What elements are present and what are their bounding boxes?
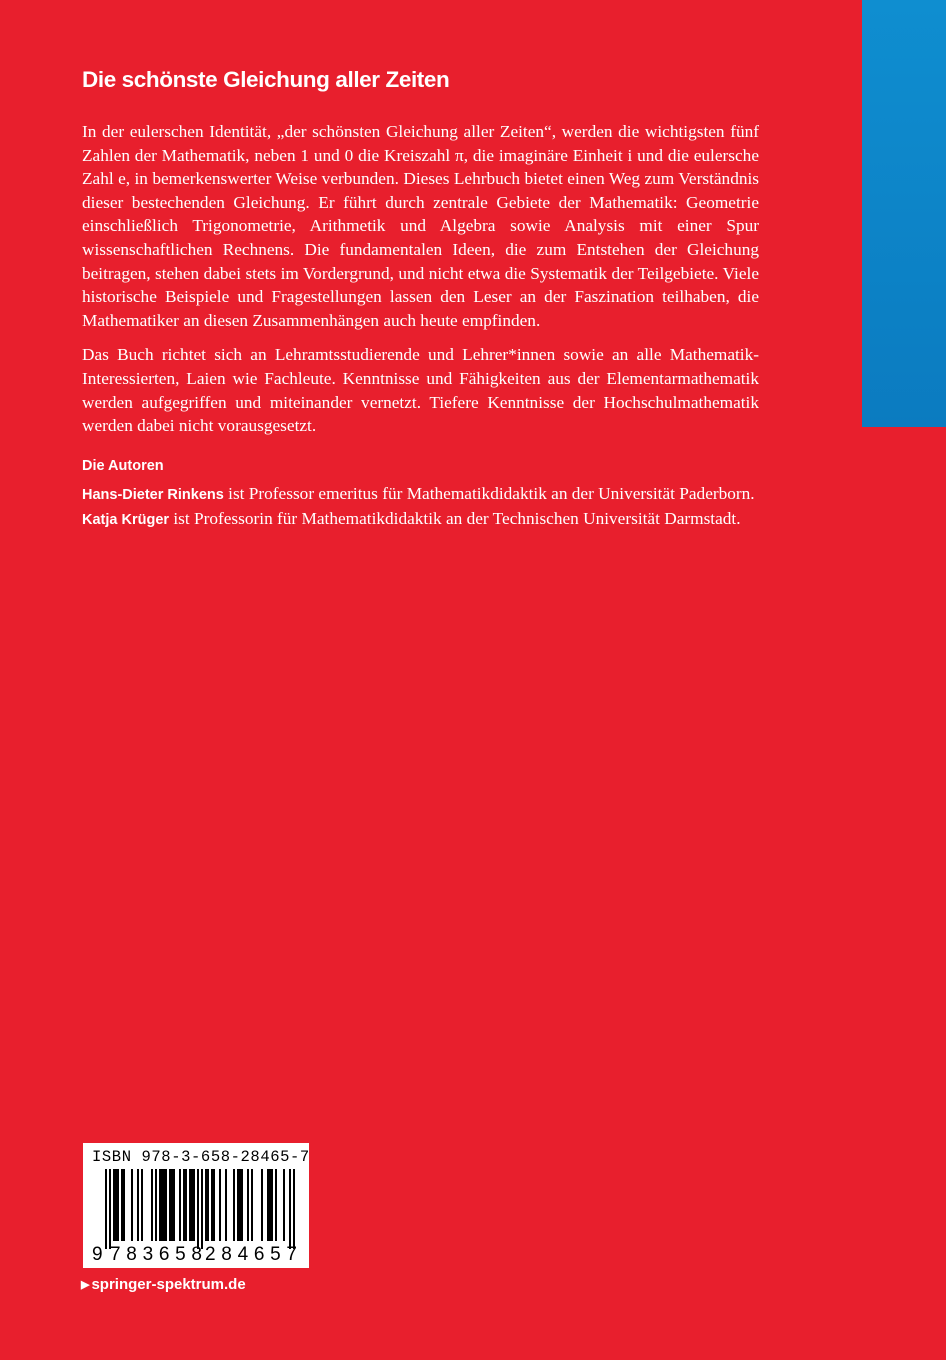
barcode-bar — [267, 1169, 269, 1241]
barcode-bar — [123, 1169, 125, 1241]
barcode-guard-bar — [109, 1169, 111, 1249]
back-cover-text — [82, 64, 759, 533]
barcode-bar — [179, 1169, 181, 1241]
author-bio-2: ist Professorin für Mathematikdidaktik an der Technischen Universität Darmstadt. — [169, 509, 741, 529]
barcode-bar — [213, 1169, 215, 1241]
barcode-bar — [169, 1169, 171, 1241]
barcode-bar — [183, 1169, 185, 1241]
barcode-digits-right: 284657 — [205, 1244, 297, 1265]
barcode-bar — [113, 1169, 115, 1241]
barcode-bar — [137, 1169, 139, 1241]
book-title: Die schönste Gleichung aller Zeiten — [82, 67, 450, 92]
barcode-bar — [151, 1169, 153, 1241]
barcode-bar — [219, 1169, 221, 1241]
barcode-bar — [247, 1169, 249, 1241]
barcode-bar — [207, 1169, 209, 1241]
barcode-bar — [159, 1169, 161, 1241]
author-name-2: Katja Krüger — [82, 512, 170, 529]
barcode-bar — [165, 1169, 167, 1241]
barcode-bar — [237, 1169, 239, 1241]
barcode-bar — [205, 1169, 207, 1241]
barcode-bar — [261, 1169, 263, 1241]
publisher-website-link[interactable] — [81, 1275, 246, 1296]
barcode-guard-bar — [197, 1169, 199, 1249]
barcode-bar — [131, 1169, 133, 1241]
barcode-bar — [117, 1169, 119, 1241]
barcode-bar — [191, 1169, 193, 1241]
author-name-1: Hans-Dieter Rinkens — [82, 486, 224, 503]
barcode-graphic — [83, 1143, 309, 1268]
barcode-bar — [161, 1169, 163, 1241]
author-bio-1: ist Professor emeritus für Mathematikdidaktik an der Universität Paderborn. — [223, 483, 755, 503]
barcode-digit-lead: 9 — [92, 1244, 103, 1265]
description-paragraph-1: In der eulerschen Identität, „der schönsten Gleichung aller Zeiten“, werden die wichtigsten fünf Zahlen der Mathematik, neben 1 und 0 die Kreiszahl π, die imaginäre Einheit i und die eulersche Zahl e, in bemerkenswerter Weise verbunden. Dieses Lehrbuch bietet einen Weg zum Verständnis dieser bestechenden Gleichung. Er führt durch zentrale Gebiete der Mathematik: Geometrie einschließlich Trigonometrie, Arithmetik und Algebra sowie Analysis mit einer Spur wissenschaftlichen Rechnens. Die fundamentalen Ideen, die zum Entstehen der Gleichung beitragen, stehen dabei stets im Vordergrund, und nicht etwa die Systematik der Teilgebiete. Viele historische Beispiele und Fragestellungen lassen den Leser an der Faszination teilhaben, die Mathematiker an diesen Zusammenhängen auch heute empfinden. — [82, 122, 759, 330]
barcode-bar — [115, 1169, 117, 1241]
barcode-guard-bar — [289, 1169, 291, 1249]
author-entry-2 — [82, 507, 759, 533]
barcode-bar — [233, 1169, 235, 1241]
barcode-bar — [269, 1169, 271, 1241]
barcode-bar — [283, 1169, 285, 1241]
accent-bar — [862, 0, 946, 427]
website-label: springer-spektrum.de — [91, 1276, 246, 1293]
barcode-digits-left: 783658 — [110, 1244, 202, 1265]
barcode-bar — [121, 1169, 123, 1241]
barcode-bar — [211, 1169, 213, 1241]
barcode-bar — [155, 1169, 157, 1241]
barcode-guard-bar — [201, 1169, 203, 1249]
barcode-bar — [275, 1169, 277, 1241]
barcode-bar — [163, 1169, 165, 1241]
barcode-bar — [251, 1169, 253, 1241]
barcode-guard-bar — [293, 1169, 295, 1249]
barcode-bar — [141, 1169, 143, 1241]
barcode-guard-bar — [105, 1169, 107, 1249]
barcode-bar — [193, 1169, 195, 1241]
isbn-barcode — [83, 1143, 309, 1268]
barcode-bar — [239, 1169, 241, 1241]
barcode-bar — [241, 1169, 243, 1241]
barcode-bar — [189, 1169, 191, 1241]
barcode-bar — [173, 1169, 175, 1241]
description-paragraph-2: Das Buch richtet sich an Lehramtsstudierende und Lehrer*innen sowie an alle Mathematik-Interessierten, Laien wie Fachleute. Kenntnisse und Fähigkeiten aus der Elementarmathematik werden aufgegriffen und miteinander vernetzt. Tiefere Kenntnisse der Hochschulmathematik werden dabei nicht vorausgesetzt. — [82, 345, 759, 436]
author-entry-1 — [82, 482, 759, 508]
barcode-bar — [171, 1169, 173, 1241]
barcode-bar — [225, 1169, 227, 1241]
barcode-bar — [185, 1169, 187, 1241]
isbn-label: ISBN 978-3-658-28465-7 — [92, 1148, 310, 1166]
triangle-arrow-icon: ▶ — [81, 1279, 90, 1291]
authors-heading: Die Autoren — [82, 457, 164, 474]
barcode-bar — [271, 1169, 273, 1241]
